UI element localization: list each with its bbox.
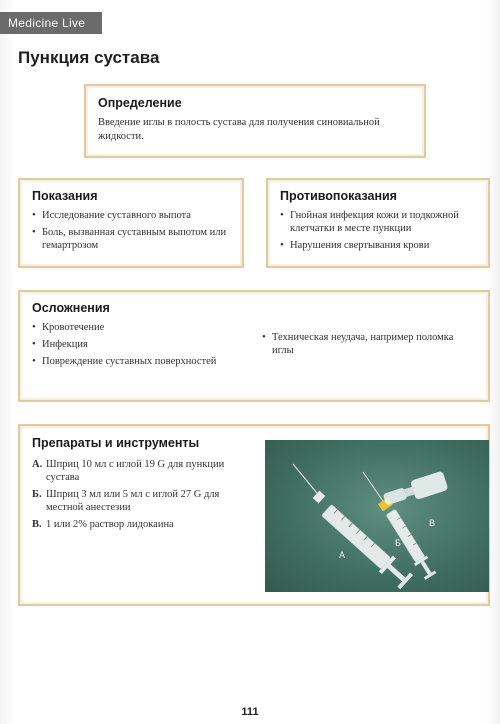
contraindications-list xyxy=(280,209,476,252)
complications-heading: Осложнения xyxy=(32,301,110,315)
item-marker: Б. xyxy=(32,489,42,500)
definition-box xyxy=(84,84,426,158)
definition-heading: Определение xyxy=(98,96,182,110)
item-marker: В. xyxy=(32,519,42,530)
list-item xyxy=(32,518,252,531)
preparations-heading: Препараты и инструменты xyxy=(32,436,200,450)
item-marker: А. xyxy=(32,459,43,470)
syringes-illustration xyxy=(265,440,489,592)
indications-heading: Показания xyxy=(32,189,98,203)
complications-list-right xyxy=(262,331,472,372)
list-item: • Техническая неудача, например поломка иглы xyxy=(262,331,472,357)
photo-label-a: А xyxy=(339,550,346,560)
list-item: • Исследование суставного выпота xyxy=(32,209,230,222)
page-number: 111 xyxy=(241,706,259,718)
indications-box xyxy=(18,178,244,268)
indications-list xyxy=(32,209,230,252)
item-text: 1 или 2% раствор лидокаина xyxy=(46,519,174,530)
list-item: • Кровотечение xyxy=(32,321,232,334)
definition-text: Введение иглы в полость сустава для получения синовиальной жидкости. xyxy=(98,117,380,142)
list-item: • Нарушения свертывания крови xyxy=(280,239,476,252)
photo-label-v: В xyxy=(429,518,436,528)
watermark-badge: Medicine Live xyxy=(0,12,102,34)
list-item: • Гнойная инфекция кожи и подкожной клетчатки в месте пункции xyxy=(280,209,476,235)
item-text: Шприц 3 мл или 5 мл с иглой 27 G для местной анестезии xyxy=(46,489,220,513)
list-item xyxy=(32,488,252,514)
complications-box xyxy=(18,290,490,402)
list-item xyxy=(32,458,252,484)
complications-list-left xyxy=(32,321,232,372)
syringes-photo xyxy=(265,440,489,592)
photo-label-b: Б xyxy=(395,538,401,548)
list-item: • Повреждение суставных поверхностей xyxy=(32,355,232,368)
list-item: • Инфекция xyxy=(32,338,232,351)
list-item: • Боль, вызванная суставным выпотом или гемартрозом xyxy=(32,226,230,252)
contraindications-box xyxy=(266,178,490,268)
item-text: Шприц 10 мл с иглой 19 G для пункции сустава xyxy=(46,459,225,483)
preparations-list xyxy=(32,458,252,531)
contraindications-heading: Противопоказания xyxy=(280,189,397,203)
ampoule-v xyxy=(381,471,448,510)
page-title: Пункция сустава xyxy=(18,48,160,67)
